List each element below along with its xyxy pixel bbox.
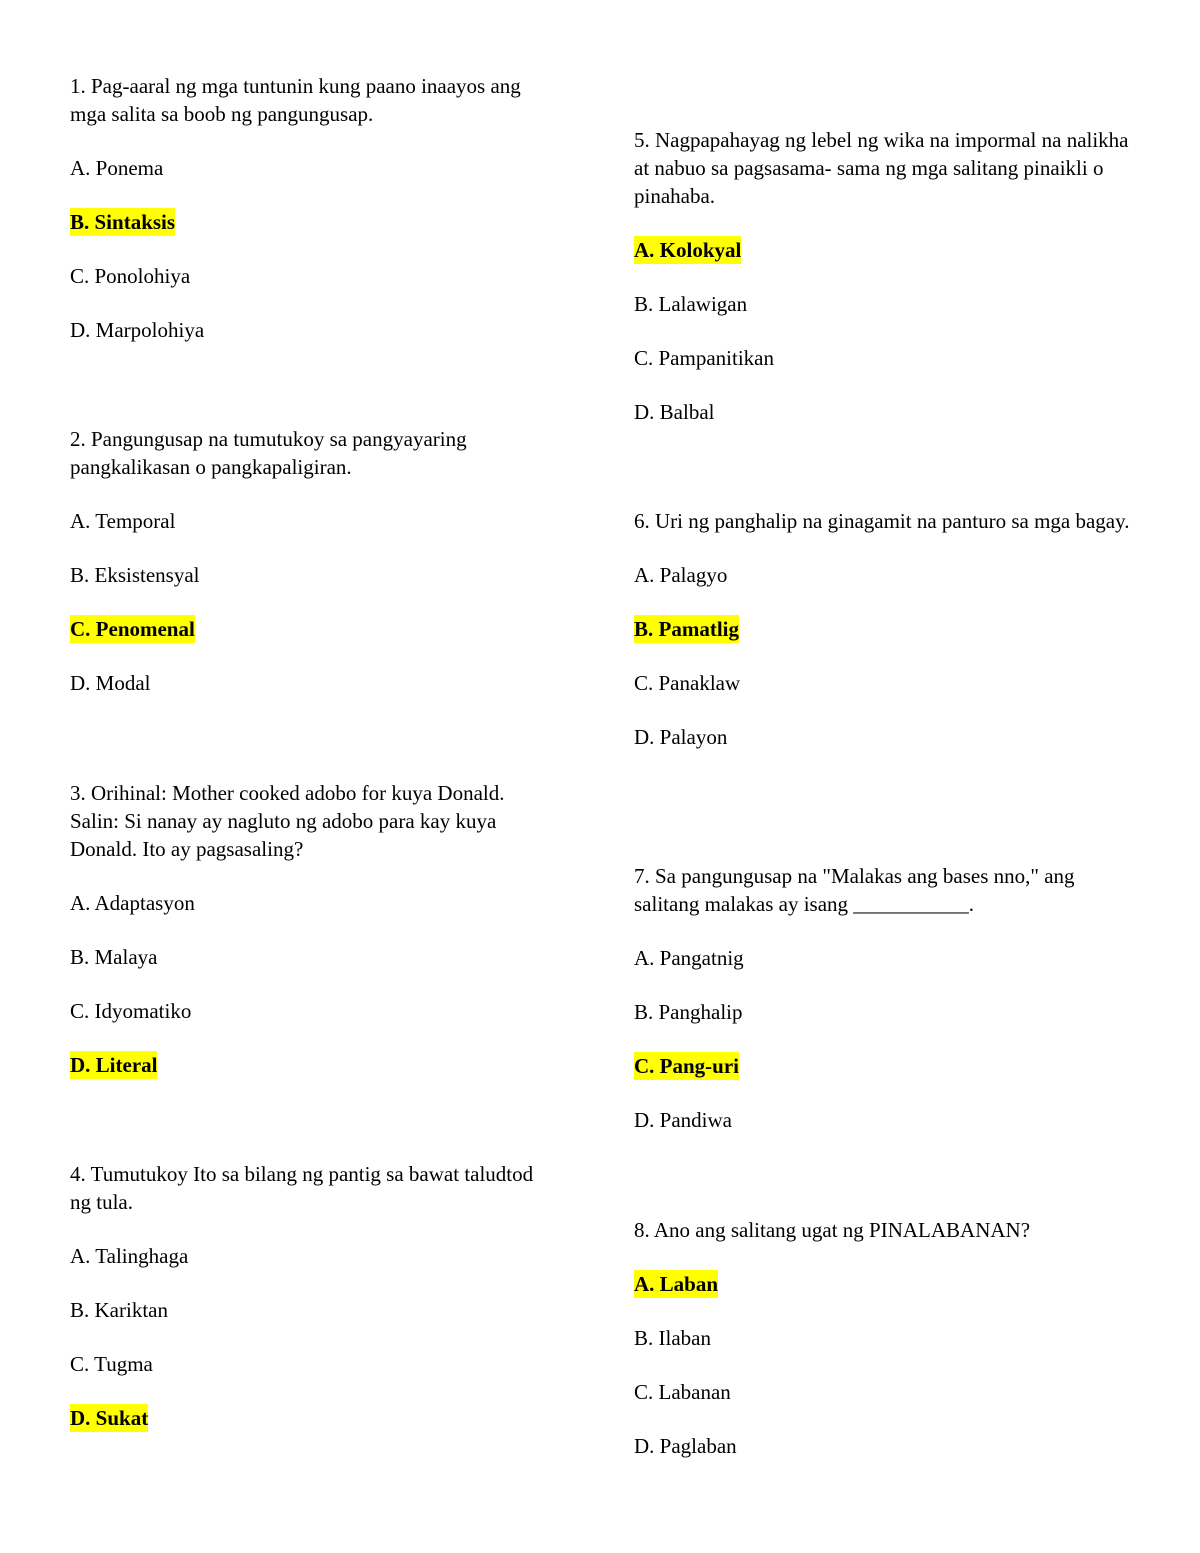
option-b: B. Ilaban (634, 1326, 711, 1350)
option-b: B. Lalawigan (634, 292, 748, 316)
question-text: 3. Orihinal: Mother cooked adobo for kuya Donald. Salin: Si nanay ay nagluto ng adobo para kay kuya Donald. Ito ay pagsasaling? (70, 781, 505, 861)
question-4 (70, 1160, 550, 1458)
option-d: D. Pandiwa (634, 1108, 732, 1132)
option-a-correct: A. Laban (634, 1272, 719, 1296)
option-c: C. Idyomatiko (70, 999, 192, 1023)
question-text: 2. Pangungusap na tumutukoy sa pangyayaring pangkalikasan o pangkapaligiran. (70, 427, 467, 479)
question-text: 6. Uri ng panghalip na ginagamit na panturo sa mga bagay. (634, 509, 1130, 533)
question-7 (634, 862, 1144, 1160)
question-1 (70, 72, 550, 370)
option-a: A. Pangatnig (634, 946, 744, 970)
option-a: A. Talinghaga (70, 1244, 189, 1268)
question-2 (70, 425, 550, 723)
option-c: C. Panaklaw (634, 671, 741, 695)
option-c-correct: C. Penomenal (70, 617, 195, 641)
question-5 (634, 126, 1134, 452)
option-d-correct: D. Sukat (70, 1406, 149, 1430)
option-c: C. Pampanitikan (634, 346, 774, 370)
option-b: B. Eksistensyal (70, 563, 200, 587)
option-a: A. Ponema (70, 156, 164, 180)
option-d: D. Palayon (634, 725, 728, 749)
option-c: C. Ponolohiya (70, 264, 191, 288)
option-a: A. Adaptasyon (70, 891, 195, 915)
option-c-correct: C. Pang-uri (634, 1054, 739, 1078)
option-b: B. Kariktan (70, 1298, 168, 1322)
question-text: 7. Sa pangungusap na "Malakas ang bases nno," ang salitang malakas ay isang ___________. (634, 864, 1075, 916)
question-text: 8. Ano ang salitang ugat ng PINALABANAN? (634, 1218, 1031, 1242)
option-d-correct: D. Literal (70, 1053, 158, 1077)
option-b: B. Panghalip (634, 1000, 743, 1024)
option-a: A. Temporal (70, 509, 176, 533)
question-text: 5. Nagpapahayag ng lebel ng wika na impormal na nalikha at nabuo sa pagsasama- sama ng mga salitang pinaikli o pinahaba. (634, 128, 1129, 208)
option-c: C. Labanan (634, 1380, 731, 1404)
option-b-correct: B. Sintaksis (70, 210, 176, 234)
question-text: 1. Pag-aaral ng mga tuntunin kung paano inaayos ang mga salita sa boob ng pangungusap. (70, 74, 521, 126)
question-8 (634, 1216, 1134, 1486)
option-c: C. Tugma (70, 1352, 153, 1376)
option-d: D. Modal (70, 671, 151, 695)
option-b: B. Malaya (70, 945, 158, 969)
option-d: D. Balbal (634, 400, 715, 424)
option-b-correct: B. Pamatlig (634, 617, 739, 641)
option-a-correct: A. Kolokyal (634, 238, 742, 262)
option-d: D. Paglaban (634, 1434, 737, 1458)
question-3 (70, 779, 550, 1105)
option-d: D. Marpolohiya (70, 318, 205, 342)
question-text: 4. Tumutukoy Ito sa bilang ng pantig sa bawat taludtod ng tula. (70, 1162, 534, 1214)
option-a: A. Palagyo (634, 563, 728, 587)
question-6 (634, 507, 1134, 777)
